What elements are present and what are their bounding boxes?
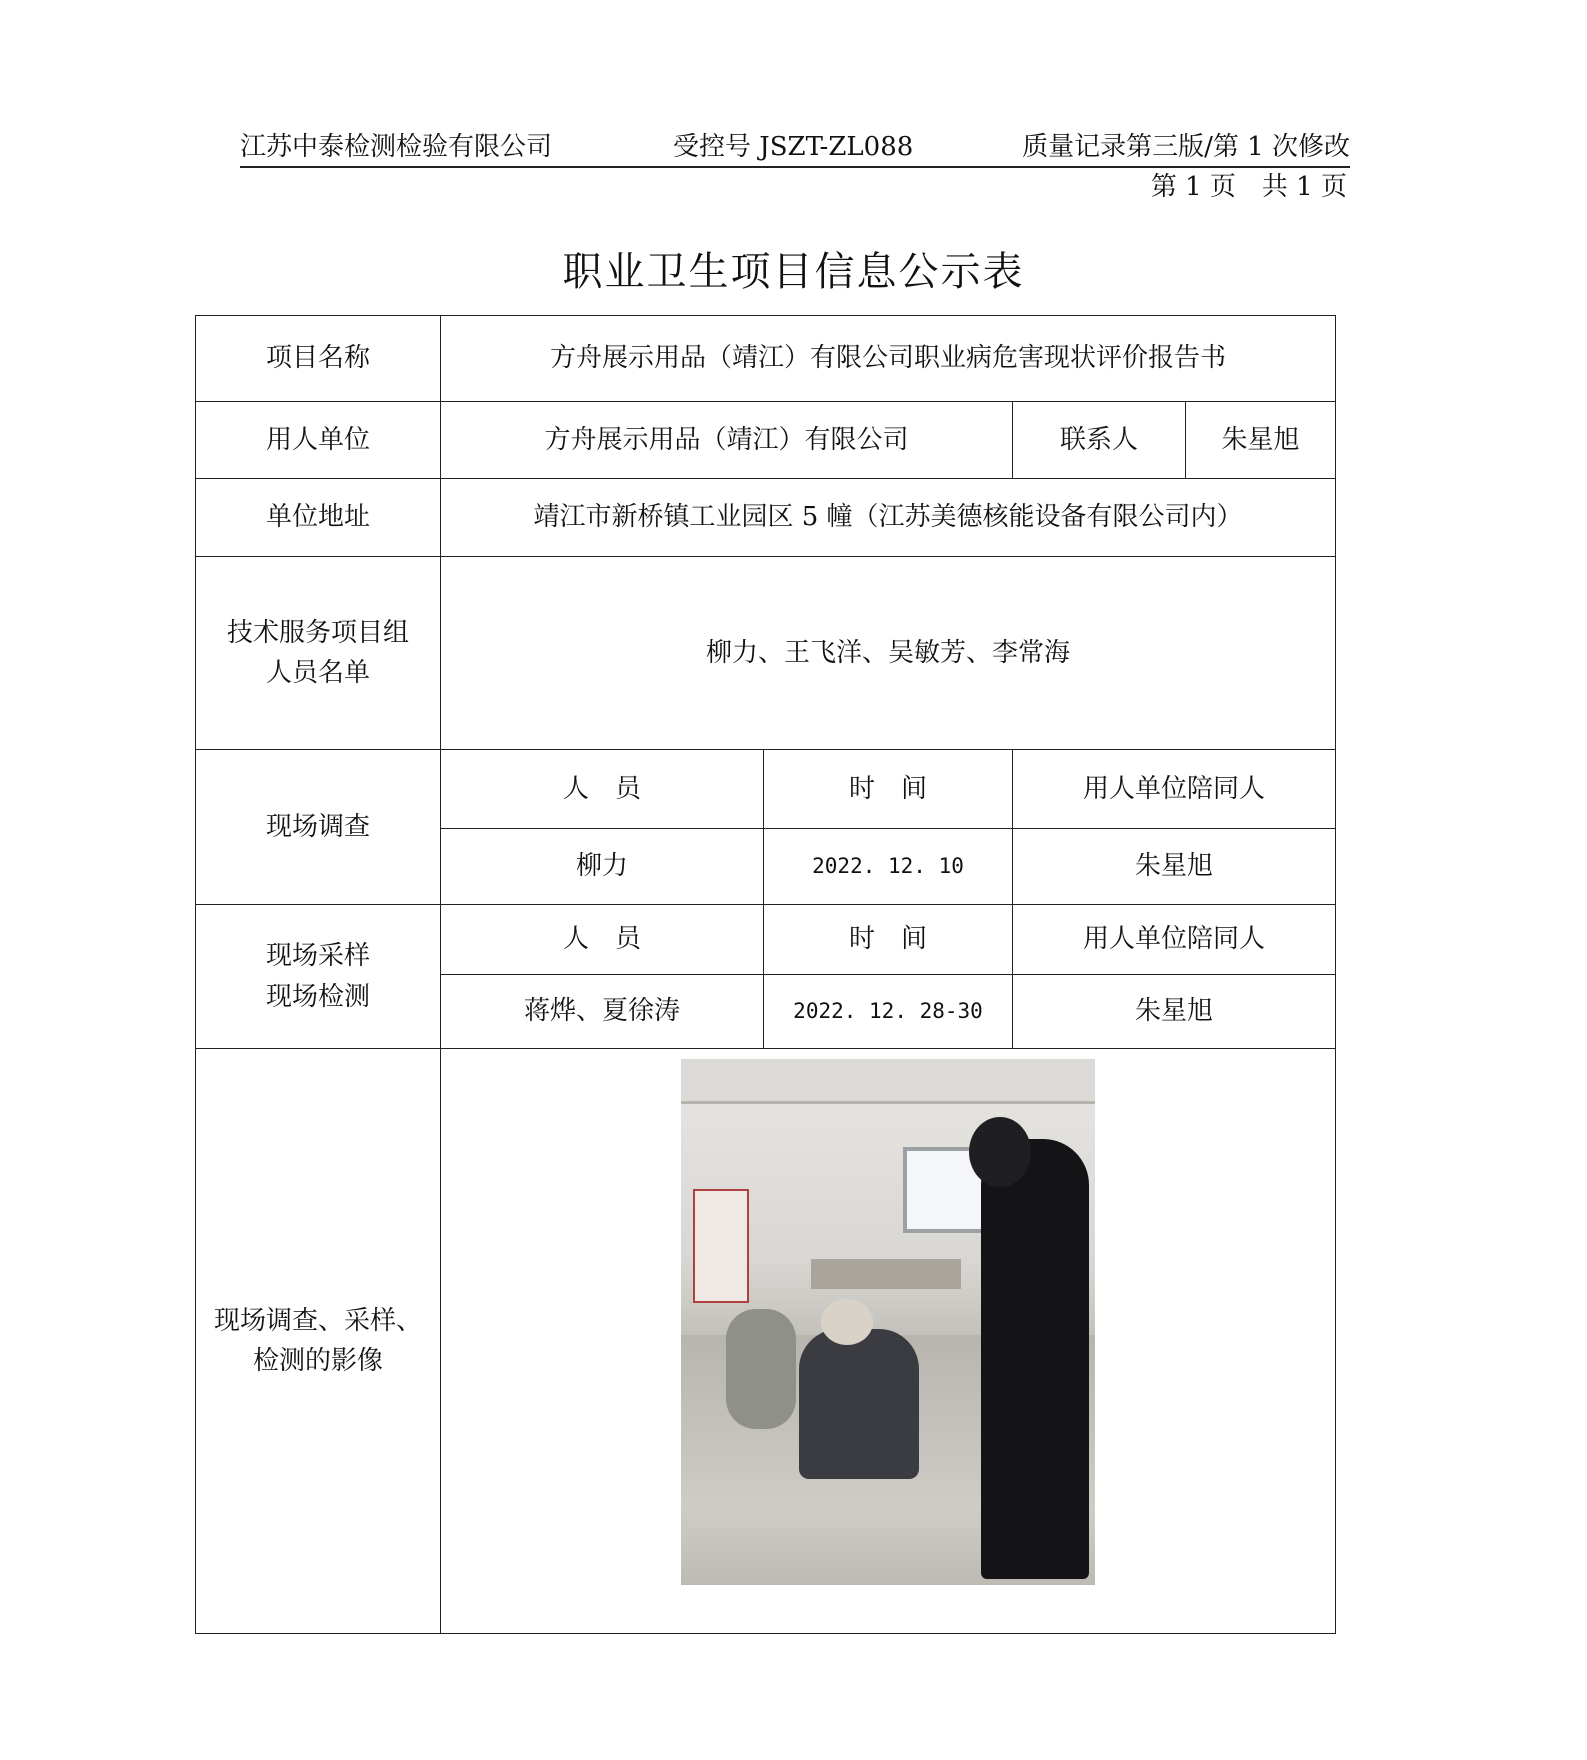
sampling-col-time: 时 间 bbox=[764, 905, 1013, 975]
sampling-col-personnel: 人 员 bbox=[441, 905, 764, 975]
survey-col-time: 时 间 bbox=[764, 750, 1013, 829]
row-employer bbox=[196, 402, 1336, 479]
record-version: 质量记录第三版/第 1 次修改 bbox=[1022, 132, 1350, 162]
employer-value: 方舟展示用品（靖江）有限公司 bbox=[441, 402, 1013, 479]
survey-col-personnel: 人 员 bbox=[441, 750, 764, 829]
survey-col-companion: 用人单位陪同人 bbox=[1013, 750, 1336, 829]
row-survey-header bbox=[196, 750, 1336, 829]
address-value: 靖江市新桥镇工业园区 5 幢（江苏美德核能设备有限公司内） bbox=[441, 479, 1336, 557]
photo-inspector-head bbox=[969, 1117, 1031, 1187]
project-name-value: 方舟展示用品（靖江）有限公司职业病危害现状评价报告书 bbox=[441, 316, 1336, 402]
survey-time: 2022. 12. 10 bbox=[764, 829, 1013, 905]
contact-label: 联系人 bbox=[1013, 402, 1186, 479]
photo-cabinet bbox=[693, 1189, 749, 1303]
team-label bbox=[196, 557, 441, 750]
page-info: 第 1 页 共 1 页 bbox=[1150, 172, 1347, 202]
photo-ceiling bbox=[681, 1059, 1095, 1104]
page-title: 职业卫生项目信息公示表 bbox=[562, 249, 1025, 295]
row-team bbox=[196, 557, 1336, 750]
images-label-line1: 现场调查、采样、 bbox=[213, 1305, 422, 1336]
images-label-line2: 检测的影像 bbox=[252, 1346, 383, 1376]
photo-workbench bbox=[811, 1259, 961, 1289]
control-number: 受控号 JSZT-ZL088 bbox=[673, 132, 914, 162]
info-table bbox=[195, 315, 1336, 1634]
sampling-personnel: 蒋烨、夏徐涛 bbox=[441, 975, 764, 1049]
sampling-label bbox=[196, 905, 441, 1049]
contact-value: 朱星旭 bbox=[1186, 402, 1336, 479]
address-label: 单位地址 bbox=[196, 479, 441, 557]
photo-worker bbox=[799, 1329, 919, 1479]
site-photo bbox=[681, 1059, 1095, 1585]
survey-personnel: 柳力 bbox=[441, 829, 764, 905]
sampling-companion: 朱星旭 bbox=[1013, 975, 1336, 1049]
team-label-line2: 人员名单 bbox=[265, 658, 370, 688]
team-value: 柳力、王飞洋、吴敏芳、李常海 bbox=[441, 557, 1336, 750]
employer-label: 用人单位 bbox=[196, 402, 441, 479]
row-images bbox=[196, 1049, 1336, 1634]
project-name-label: 项目名称 bbox=[196, 316, 441, 402]
photo-worker-head bbox=[821, 1299, 873, 1345]
images-cell bbox=[441, 1049, 1336, 1634]
sampling-label-line2: 现场检测 bbox=[265, 981, 370, 1012]
sampling-col-companion: 用人单位陪同人 bbox=[1013, 905, 1336, 975]
team-label-line1: 技术服务项目组 bbox=[226, 617, 409, 648]
row-sampling-header bbox=[196, 905, 1336, 975]
row-address bbox=[196, 479, 1336, 557]
images-label bbox=[196, 1049, 441, 1634]
row-project-name bbox=[196, 316, 1336, 402]
sampling-label-line1: 现场采样 bbox=[265, 941, 370, 972]
photo-inspector bbox=[981, 1139, 1089, 1579]
sampling-time: 2022. 12. 28-30 bbox=[764, 975, 1013, 1049]
company-name: 江苏中泰检测检验有限公司 bbox=[240, 132, 553, 162]
photo-mannequin bbox=[726, 1309, 796, 1429]
survey-companion: 朱星旭 bbox=[1013, 829, 1336, 905]
document-header bbox=[240, 120, 1350, 168]
survey-label: 现场调查 bbox=[196, 750, 441, 905]
